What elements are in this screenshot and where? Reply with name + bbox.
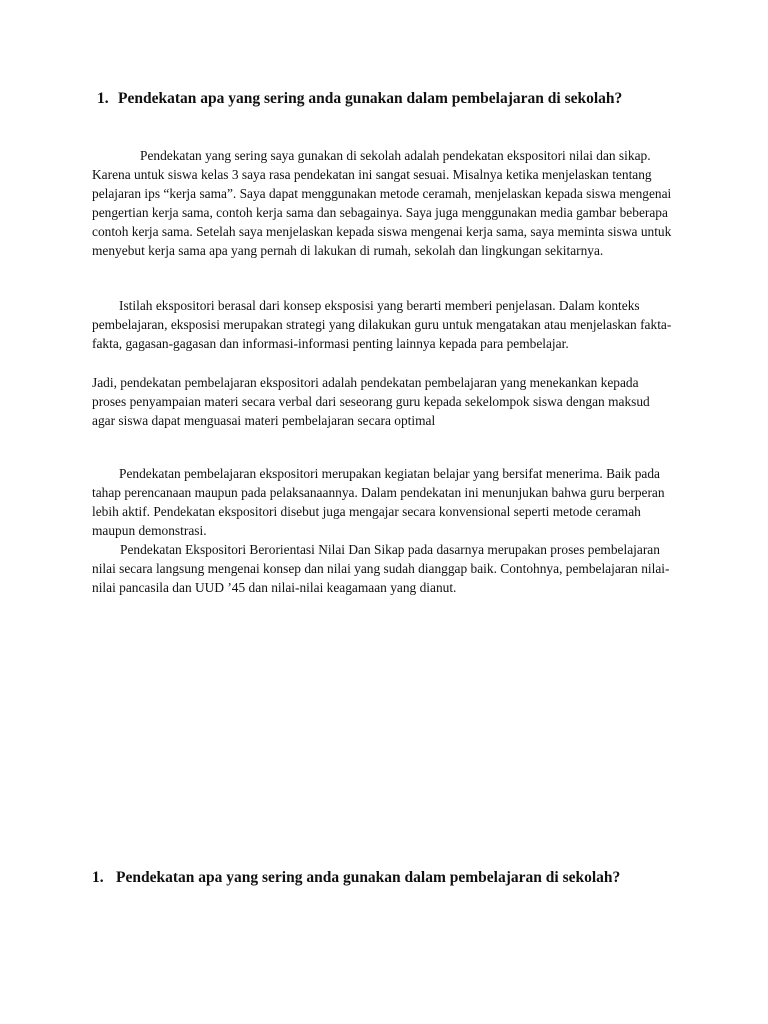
question-number: 1. — [97, 90, 109, 107]
answer-paragraph-2: Istilah ekspositori berasal dari konsep eksposisi yang berarti memberi penjelasan. Dalam konteks pembelajaran, eksposisi merupakan strategi yang dilakukan guru untuk mengatakan atau menjelaskan fakta-fakta, gagasan-gagasan dan informasi-informasi penting lainnya kepada para pembelajar. — [92, 298, 672, 352]
question-number: 1. — [92, 869, 104, 886]
answer-paragraph-4: Pendekatan pembelajaran ekspositori merupakan kegiatan belajar yang bersifat menerima. Baik pada tahap perencanaan maupun pada pelaksanaannya. Dalam pendekatan ini menunjukan bahwa guru berperan lebih aktif. Pendekatan ekspositori disebut juga mengajar secara konvensional seperti metode ceramah maupun demonstrasi. — [92, 466, 665, 539]
question-text: Pendekatan apa yang sering anda gunakan dalam pembelajaran di sekolah? — [118, 90, 623, 107]
answer-paragraph-3: Jadi, pendekatan pembelajaran ekspositori adalah pendekatan pembelajaran yang menekankan kepada proses penyampaian materi secara verbal dari seseorang guru kepada sekelompok siswa dengan maksud agar siswa dapat menguasai materi pembelajaran secara optimal — [92, 375, 650, 429]
answer-paragraph-5: Pendekatan Ekspositori Berorientasi Nilai Dan Sikap pada dasarnya merupakan proses pembelajaran nilai secara langsung mengenai konsep dan nilai yang sudah dianggap baik. Contohnya, pembelajaran nilai-nilai pancasila dan UUD ’45 dan nilai-nilai keagamaan yang dianut. — [92, 542, 670, 596]
question-heading-bottom — [92, 866, 652, 889]
question-heading-top — [97, 87, 657, 110]
answer-paragraph-1: Pendekatan yang sering saya gunakan di sekolah adalah pendekatan ekspositori nilai dan sikap. Karena untuk siswa kelas 3 saya rasa pendekatan ini sangat sesuai. Misalnya ketika menjelaskan tentang pelajaran ips “kerja sama”. Saya dapat menggunakan metode ceramah, menjelaskan kepada siswa mengenai pengertian kerja sama, contoh kerja sama dan sebagainya. Saya juga menggunakan media gambar beberapa contoh kerja sama. Setelah saya menjelaskan kepada siswa mengenai kerja sama, saya meminta siswa untuk menyebut kerja sama apa yang pernah di lakukan di rumah, sekolah dan lingkungan sekitarnya. — [92, 148, 672, 259]
question-text: Pendekatan apa yang sering anda gunakan dalam pembelajaran di sekolah? — [116, 869, 621, 886]
